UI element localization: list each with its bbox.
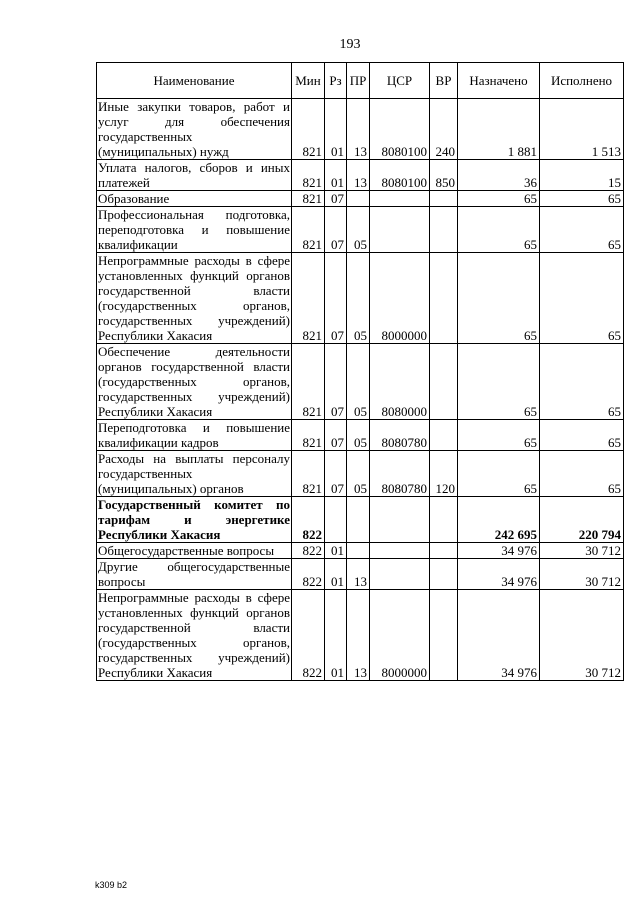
cell-assigned: 242 695 (458, 497, 540, 543)
cell-name: Непрограммные расходы в сфере установленных функций органов государственной власти (государственных органов, государственных учреждений) Республики Хакасия (98, 253, 290, 343)
cell-min: 821 (292, 451, 325, 497)
column-header-min: Мин (292, 63, 325, 99)
column-header-assigned: Назначено (458, 63, 540, 99)
cell-min: 821 (292, 160, 325, 191)
column-header-csr: ЦСР (370, 63, 430, 99)
cell-pr: 05 (347, 451, 370, 497)
cell-pr: 05 (347, 344, 370, 420)
cell-assigned: 65 (458, 344, 540, 420)
cell-rz: 07 (325, 253, 347, 344)
cell-min: 821 (292, 420, 325, 451)
cell-name: Переподготовка и повышение квалификации кадров (98, 420, 290, 450)
cell-min: 821 (292, 207, 325, 253)
cell-name: Расходы на выплаты персоналу государственных (муниципальных) органов (98, 451, 290, 496)
cell-min: 822 (292, 497, 325, 543)
cell-min: 822 (292, 543, 325, 559)
cell-pr: 13 (347, 160, 370, 191)
cell-pr (347, 191, 370, 207)
cell-executed: 30 712 (540, 543, 624, 559)
cell-vr: 850 (430, 160, 458, 191)
cell-rz: 01 (325, 543, 347, 559)
footer-code: k309 b2 (95, 880, 128, 890)
table-row (97, 253, 624, 344)
cell-rz: 01 (325, 590, 347, 681)
cell-min: 822 (292, 590, 325, 681)
cell-pr: 13 (347, 559, 370, 590)
cell-rz: 01 (325, 559, 347, 590)
cell-executed: 1 513 (540, 99, 624, 160)
cell-vr: 240 (430, 99, 458, 160)
cell-pr: 05 (347, 207, 370, 253)
cell-executed: 220 794 (540, 497, 624, 543)
table-row (97, 590, 624, 681)
cell-rz: 01 (325, 160, 347, 191)
cell-pr: 13 (347, 99, 370, 160)
cell-csr (370, 191, 430, 207)
cell-rz: 07 (325, 451, 347, 497)
cell-rz: 07 (325, 207, 347, 253)
cell-name: Непрограммные расходы в сфере установленных функций органов государственной власти (государственных органов, государственных учреждений) Республики Хакасия (98, 590, 290, 680)
cell-csr (370, 497, 430, 543)
cell-assigned: 34 976 (458, 543, 540, 559)
cell-assigned: 65 (458, 253, 540, 344)
cell-name: Обеспечение деятельности органов государственной власти (государственных органов, государственных учреждений) Республики Хакасия (98, 344, 290, 419)
cell-assigned: 34 976 (458, 559, 540, 590)
table-row (97, 451, 624, 497)
column-header-rz: Рз (325, 63, 347, 99)
cell-pr: 13 (347, 590, 370, 681)
cell-min: 822 (292, 559, 325, 590)
cell-vr (430, 543, 458, 559)
cell-csr (370, 207, 430, 253)
cell-pr: 05 (347, 253, 370, 344)
cell-executed: 65 (540, 344, 624, 420)
cell-vr (430, 559, 458, 590)
cell-vr (430, 207, 458, 253)
column-header-executed: Исполнено (540, 63, 624, 99)
cell-min: 821 (292, 99, 325, 160)
cell-csr (370, 559, 430, 590)
budget-table (96, 62, 624, 681)
column-header-name: Наименование (97, 63, 292, 99)
cell-assigned: 65 (458, 451, 540, 497)
cell-csr: 8080100 (370, 99, 430, 160)
cell-csr: 8080100 (370, 160, 430, 191)
table-row (97, 497, 624, 543)
cell-vr (430, 590, 458, 681)
cell-assigned: 65 (458, 207, 540, 253)
cell-vr: 120 (430, 451, 458, 497)
table-row (97, 207, 624, 253)
cell-vr (430, 344, 458, 420)
cell-executed: 65 (540, 207, 624, 253)
cell-assigned: 36 (458, 160, 540, 191)
cell-vr (430, 191, 458, 207)
cell-csr: 8080780 (370, 420, 430, 451)
table-row (97, 559, 624, 590)
cell-min: 821 (292, 191, 325, 207)
cell-rz: 07 (325, 344, 347, 420)
cell-executed: 65 (540, 191, 624, 207)
cell-assigned: 34 976 (458, 590, 540, 681)
cell-executed: 65 (540, 253, 624, 344)
column-header-vr: ВР (430, 63, 458, 99)
cell-name: Общегосударственные вопросы (97, 543, 292, 559)
cell-executed: 30 712 (540, 559, 624, 590)
table-body (97, 99, 624, 681)
cell-executed: 15 (540, 160, 624, 191)
cell-min: 821 (292, 253, 325, 344)
cell-name: Другие общегосударственные вопросы (98, 559, 290, 589)
cell-vr (430, 420, 458, 451)
cell-rz: 01 (325, 99, 347, 160)
cell-csr: 8000000 (370, 590, 430, 681)
table-row (97, 344, 624, 420)
cell-vr (430, 497, 458, 543)
cell-rz: 07 (325, 420, 347, 451)
cell-rz (325, 497, 347, 543)
cell-assigned: 1 881 (458, 99, 540, 160)
cell-csr (370, 543, 430, 559)
cell-name: Государственный комитет по тарифам и энергетике Республики Хакасия (98, 497, 290, 542)
table-header-row (97, 63, 624, 99)
cell-executed: 65 (540, 451, 624, 497)
page-number: 193 (339, 37, 361, 52)
cell-pr: 05 (347, 420, 370, 451)
table-row (97, 160, 624, 191)
table-row (97, 543, 624, 559)
cell-csr: 8080000 (370, 344, 430, 420)
cell-name: Образование (97, 191, 292, 207)
cell-executed: 65 (540, 420, 624, 451)
cell-min: 821 (292, 344, 325, 420)
cell-name: Уплата налогов, сборов и иных платежей (98, 160, 290, 190)
cell-name: Иные закупки товаров, работ и услуг для обеспечения государственных (муниципальных) нужд (98, 99, 290, 159)
cell-rz: 07 (325, 191, 347, 207)
cell-assigned: 65 (458, 420, 540, 451)
cell-pr (347, 543, 370, 559)
cell-vr (430, 253, 458, 344)
cell-csr: 8000000 (370, 253, 430, 344)
column-header-pr: ПР (347, 63, 370, 99)
cell-csr: 8080780 (370, 451, 430, 497)
cell-executed: 30 712 (540, 590, 624, 681)
cell-assigned: 65 (458, 191, 540, 207)
cell-pr (347, 497, 370, 543)
table-row (97, 99, 624, 160)
table-row (97, 191, 624, 207)
cell-name: Профессиональная подготовка, переподготовка и повышение квалификации (98, 207, 290, 252)
table-row (97, 420, 624, 451)
